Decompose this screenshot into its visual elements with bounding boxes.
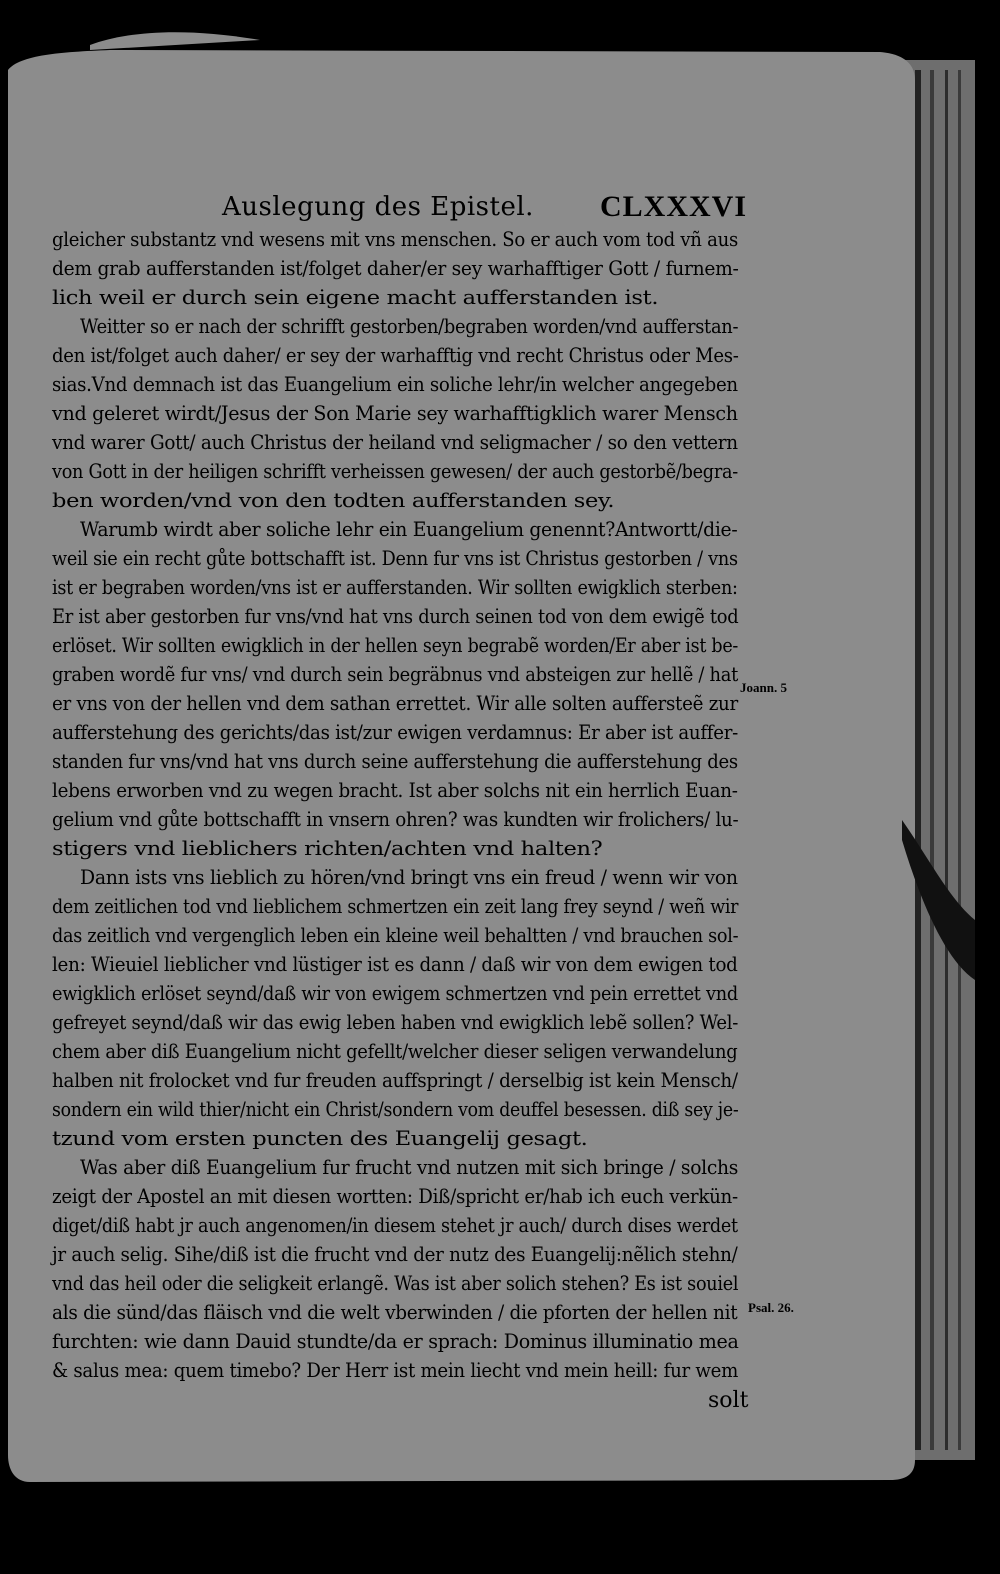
text-line: tzund vom ersten puncten des Euangelij gesagt. [52, 1127, 588, 1150]
text-line: aufferstehung des gerichts/das ist/zur ewigen verdamnus: Er aber ist auffer- [52, 721, 738, 744]
text-line: diget/diß habt jr auch angenomen/in diesem stehet jr auch/ durch dises werdet [52, 1214, 738, 1237]
text-line: vnd warer Gott/ auch Christus der heiland vnd seligmacher / so den vettern [52, 431, 738, 454]
text-line: gelium vnd gůte bottschafft in vnsern ohren? was kundten wir frolichers/ lu- [52, 808, 739, 831]
folio-number: CLXXXVI [600, 190, 748, 223]
catchword: solt [708, 1388, 749, 1413]
text-line: chem aber diß Euangelium nicht gefellt/welcher dieser seligen verwandelung [52, 1040, 738, 1063]
text-line: den ist/folget auch daher/ er sey der warhafftig vnd recht Christus oder Mes- [52, 344, 739, 367]
text-line: lich weil er durch sein eigene macht aufferstanden ist. [52, 286, 659, 309]
text-line: das zeitlich vnd vergenglich leben ein kleine weil behaltten / vnd brauchen sol- [52, 924, 739, 947]
text-line: graben wordẽ fur vns/ vnd durch sein begräbnus vnd absteigen zur hellẽ / hat [52, 663, 739, 686]
text-line: dem grab aufferstanden ist/folget daher/er sey warhafftiger Gott / furnem- [52, 257, 739, 280]
text-line: len: Wieuiel lieblicher vnd lüstiger ist es dann / daß wir von dem ewigen tod [52, 953, 738, 976]
text-line: zeigt der Apostel an mit diesen wortten: Diß/spricht er/hab ich euch verkün- [52, 1185, 738, 1208]
text-line: von Gott in der heiligen schrifft verheissen gewesen/ der auch gestorbẽ/begra- [52, 460, 738, 483]
text-line: ewigklich erlöset seynd/daß wir von ewigem schmertzen vnd pein errettet vnd [52, 982, 738, 1005]
text-line: erlöset. Wir sollten ewigklich in der hellen seyn begrabẽ worden/Er aber ist be- [52, 634, 739, 657]
text-line: ben worden/vnd von den todten aufferstanden sey. [52, 489, 615, 512]
text-line: & salus mea: quem timebo? Der Herr ist mein liecht vnd mein heill: fur wem [52, 1359, 739, 1382]
page-header [0, 192, 1000, 232]
text-line: Dann ists vns lieblich zu hören/vnd bringt vns ein freud / wenn wir von [80, 866, 738, 889]
text-line: Was aber diß Euangelium fur frucht vnd nutzen mit sich bringe / solchs [80, 1156, 739, 1179]
text-line: als die sünd/das fläisch vnd die welt vberwinden / die pforten der hellen nit [52, 1301, 738, 1324]
text-line: gleicher substantz vnd wesens mit vns menschen. So er auch vom tod vñ aus [52, 228, 738, 251]
text-line: dem zeitlichen tod vnd lieblichem schmertzen ein zeit lang frey seynd / weñ wir [52, 895, 739, 918]
text-line: standen fur vns/vnd hat vns durch seine aufferstehung die aufferstehung des [52, 750, 738, 773]
text-line: er vns von der hellen vnd dem sathan errettet. Wir alle solten auffersteẽ zur [52, 692, 738, 715]
text-line: vnd geleret wirdt/Jesus der Son Marie sey warhafftigklich warer Mensch [52, 402, 738, 425]
text-line: Er ist aber gestorben fur vns/vnd hat vns durch seinen tod von dem ewigẽ tod [52, 605, 739, 628]
text-line: sondern ein wild thier/nicht ein Christ/sondern vom deuffel besessen. diß sey je- [52, 1098, 739, 1121]
running-head: Auslegung des Epistel. [222, 192, 534, 222]
text-line: lebens erworben vnd zu wegen bracht. Ist aber solchs nit ein herrlich Euan- [52, 779, 738, 802]
text-line: sias.Vnd demnach ist das Euangelium ein soliche lehr/in welcher angegeben [52, 373, 738, 396]
text-line: vnd das heil oder die seligkeit erlangẽ. Was ist aber solich stehen? Es ist souiel [52, 1272, 739, 1295]
text-line: gefreyet seynd/daß wir das ewig leben haben vnd ewigklich lebẽ sollen? Wel- [52, 1011, 739, 1034]
text-line: Warumb wirdt aber soliche lehr ein Euangelium genennt?Antwortt/die- [80, 518, 738, 541]
text-line: jr auch selig. Sihe/diß ist die frucht vnd der nutz des Euangelij:nẽlich stehn/ [52, 1243, 738, 1266]
text-line: stigers vnd lieblichers richten/achten vnd halten? [52, 837, 603, 860]
margin-note-joann: Joann. 5 [740, 680, 787, 695]
text-line: furchten: wie dann Dauid stundte/da er sprach: Dominus illuminatio mea [52, 1330, 739, 1353]
margin-note-psal: Psal. 26. [748, 1300, 794, 1315]
text-line: ist er begraben worden/vns ist er aufferstanden. Wir sollten ewigklich sterben: [52, 576, 738, 599]
text-line: weil sie ein recht gůte bottschafft ist. Denn fur vns ist Christus gestorben / vns [52, 547, 738, 570]
text-line: halben nit frolocket vnd fur freuden auffspringt / derselbig ist kein Mensch/ [52, 1069, 738, 1092]
text-line: Weitter so er nach der schrifft gestorben/begraben worden/vnd aufferstan- [80, 315, 739, 338]
